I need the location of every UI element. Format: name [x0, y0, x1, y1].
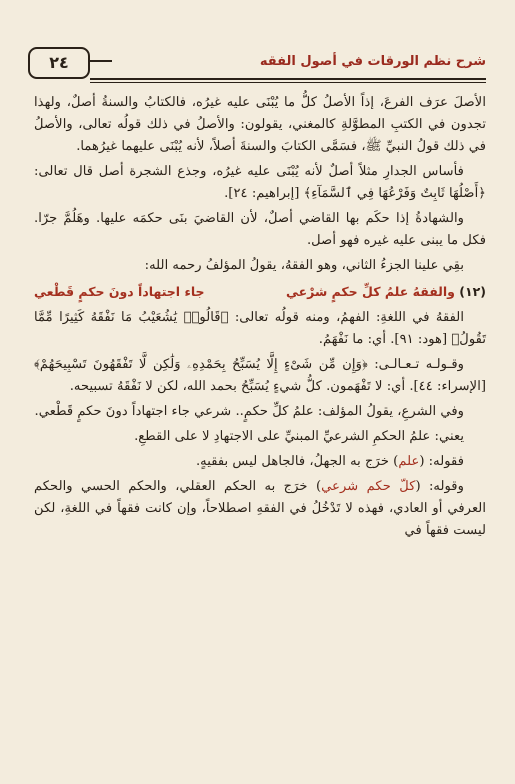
page-header: [28, 42, 486, 82]
paragraph: وفي الشرعِ، يقولُ المؤلف: علمُ كلِّ حكمٍ.. شرعي جاء اجتهاداً دونَ حكمٍ قَطْعي.: [34, 404, 464, 419]
paragraph: والشهادةُ إذا حكَم بها القاضي أصلٌ، لأن القاضيَ بنَى حكمَه عليها. وهَلُمَّ جرّا. فكل ما يبنى عليه غيره فهو أصل.: [34, 211, 486, 248]
book-title: شرح نظم الورقات في أصول الفقه: [259, 54, 486, 69]
verse-first-half: [286, 281, 486, 303]
header-rule: [90, 78, 486, 80]
paragraph: وقـولـه تـعـالـى: ﴿وَإِن مِّن شَىْءٍ إِلَّا يُسَبِّحُ بِحَمْدِهِۦ وَلَٰكِن لَّا تَفْقَهُونَ تَسْبِيحَهُمْ﴾ [الإسراء: ٤٤]. أي: لا تَفْهَمون. كلُّ شيءٍ يُسَبِّحُ بحمد الله، لكن لا نَفْقَهُ تسبيحه.: [34, 357, 486, 394]
text-run: فقوله: (: [419, 454, 464, 469]
highlighted-term: كلّ حكم شرعي: [321, 479, 416, 494]
page-number: ٢٤: [28, 47, 90, 79]
verse-number: (١٢): [459, 284, 486, 299]
paragraph: بقِي علينا الجزءُ الثاني، وهو الفقهُ، يقولُ المؤلفُ رحمه الله:: [144, 258, 464, 273]
page-body: [34, 92, 486, 545]
header-rule-thin: [90, 82, 486, 83]
text-run: ) خرَج به الجهلُ، فالجاهل ليس بفقيهٍ.: [195, 454, 399, 469]
paragraph: [34, 451, 486, 473]
text-run: وقوله: (: [415, 479, 464, 494]
paragraph: الفقهُ في اللغةِ: الفهمُ، ومنه قولُه تعالى: ﴿قَالُوا۟ يَٰشُعَيْبُ مَا نَفْقَهُ كَثِيرًا مِّمَّا تَقُولُ﴾ [هود: ٩١]. أي: ما نَفْهَمُ.: [34, 310, 486, 347]
verse-line: [34, 281, 486, 303]
text-run: ) خرَج به الحكم العقلي، والحكم الحسي والحكم العرفي أو العادي، فهذه لا تَدْخُلُ في الفقهِ اصطلاحاً، وإن كانت فقهاً في اللغةِ، لكن ليست فقهاً في: [34, 479, 486, 538]
paragraph: يعني: علمُ الحكمِ الشرعيِّ المبنيِّ على الاجتهادِ لا على القطعِ.: [134, 429, 464, 444]
paragraph: [34, 476, 486, 542]
verse-hemistich-2: جاء اجتهاداً دونَ حكمٍ قَطْعي: [34, 284, 205, 299]
paragraph: فأساس الجدارِ مثلاً أصلٌ لأنه يُبْنَى عليه غيرُه، وجذع الشجرة أصل قال تعالى: ﴿أَصْلُهَا ثَابِتٌ وَفَرْعُهَا فِي ٱلسَّمَآءِ﴾ [إبراهيم: ٢٤].: [34, 164, 486, 201]
paragraph: الأصلَ عرَف الفرعَ، إذاً الأصلُ كلُّ ما يُبْنَى عليه غيرُه، فالكتابُ والسنةُ أصلٌ، ولهذا تجدون في الكتبِ المطوَّلةِ كالمغني، يقولون: والأصلُ في ذلك قولُه تعالى، والأصلُ في ذلك قولُ النبيِّ ﷺ، فسَمَّى الكتابَ والسنةَ أصلاً، لأنه يُبْنَى عليهما غيرُهما.: [34, 95, 486, 154]
header-rule-left: [90, 60, 112, 62]
verse-hemistich-1: والفقهُ علمُ كلِّ حكمٍ شرْعي: [286, 284, 455, 299]
highlighted-term: علم: [398, 454, 420, 469]
